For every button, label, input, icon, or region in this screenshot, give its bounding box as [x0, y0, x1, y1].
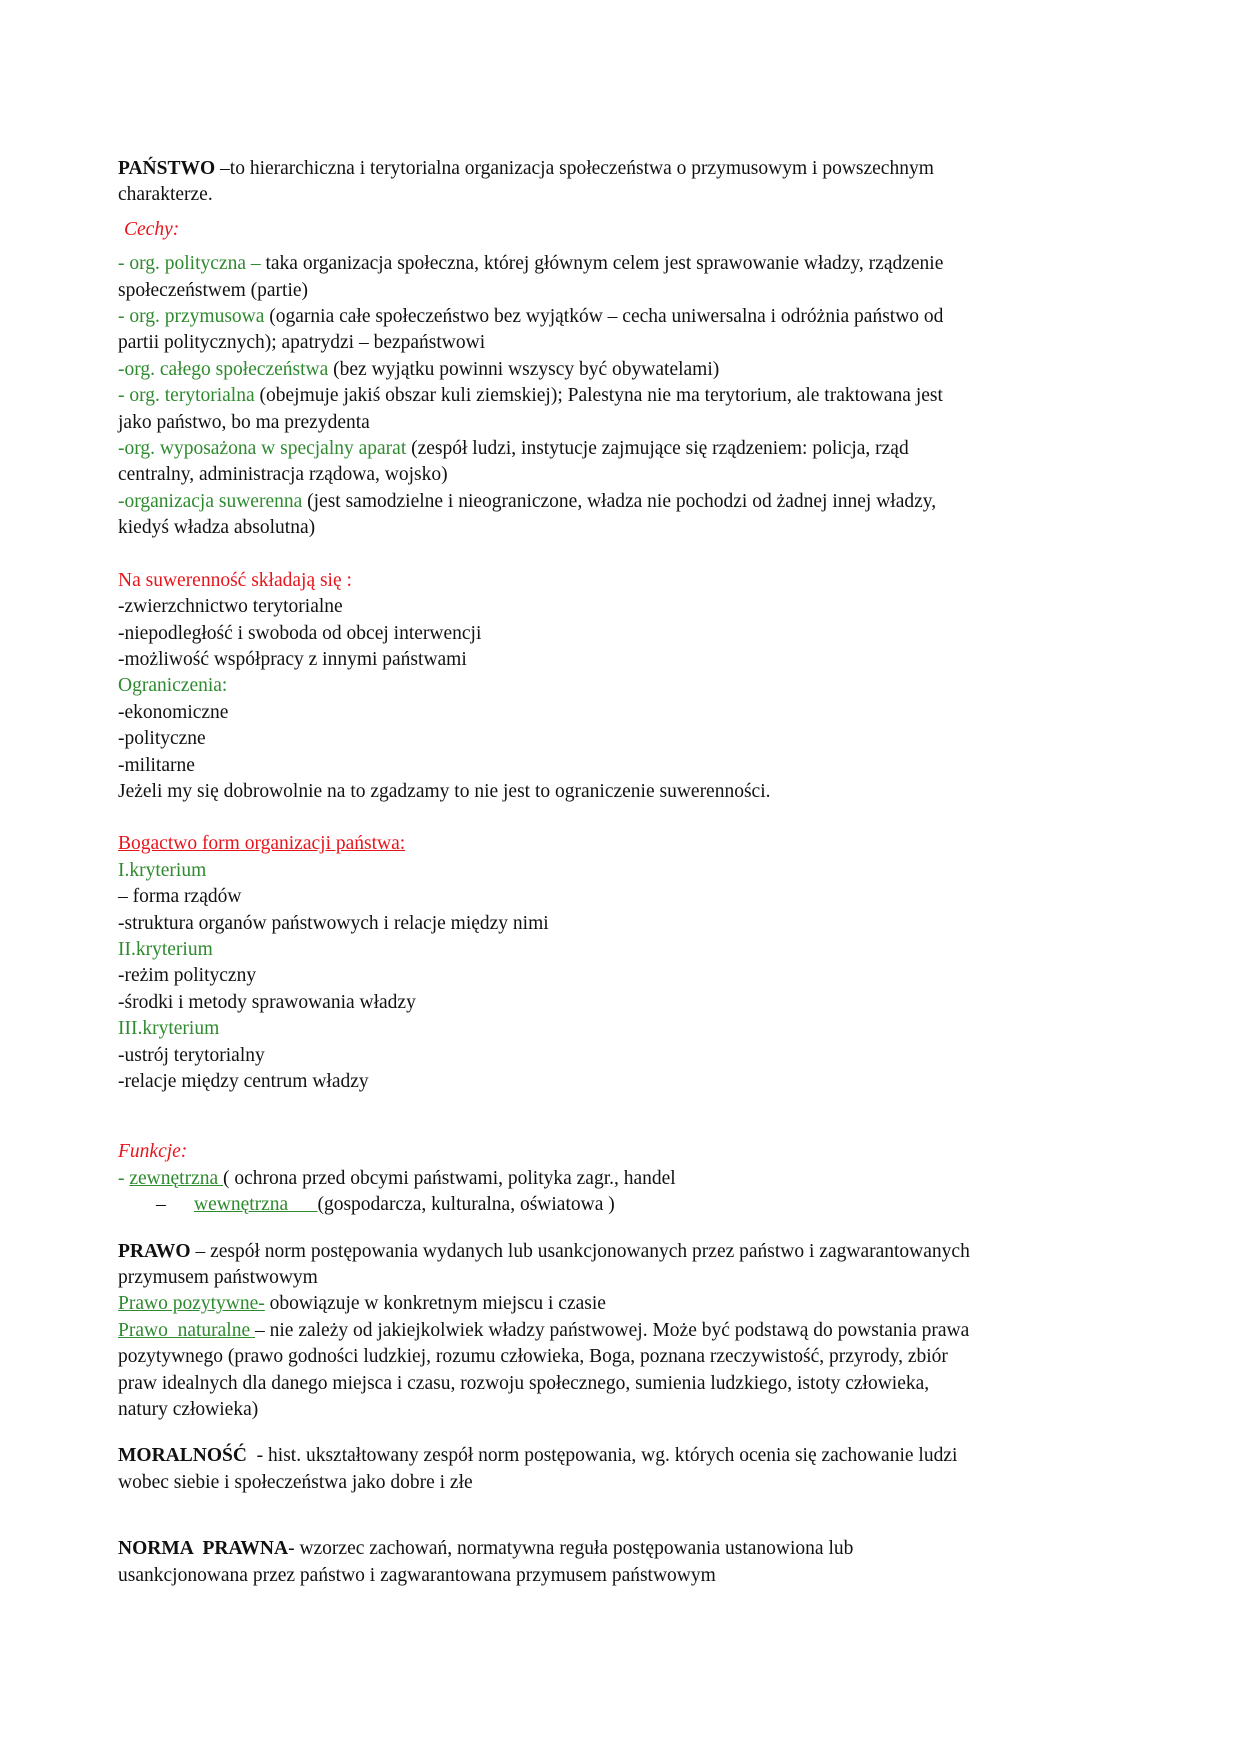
function-external: - zewnętrzna ( ochrona przed obcymi państwami, polityka zagr., handel [118, 1167, 676, 1189]
forms-heading: Bogactwo form organizacji państwa: [118, 833, 406, 855]
list-item: -środki i metody sprawowania władzy [118, 991, 416, 1013]
list-item: -zwierzchnictwo terytorialne [118, 596, 343, 618]
limits-heading: Ograniczenia: [118, 675, 228, 697]
document-page: PAŃSTWO –to hierarchiczna i terytorialna organizacja społeczeństwa o przymusowym i powszechnym charakterze. Cechy: - org. polityczna – taka organizacja społeczna, której głównym celem jest sprawowanie władzy, rządzenie społeczeństwem (partie) - org. przymusowa (ogarnia całe społeczeństwo bez wyjątków – cecha uniwersalna i odróżnia państwo od partii politycznych); apatrydzi – bezpaństwowi -org. całego społeczeństwa (bez wyjątku powinni wszyscy być obywatelami) - org. terytorialna (obejmuje jakiś obszar kuli ziemskiej); Palestyna nie ma terytorium, ale traktowana jest jako państwo, bo ma prezydenta -org. wyposażona w specjalny aparat (zespół ludzi, instytucje zajmujące się rządzeniem: policja, rząd centralny, administracja rządowa, wojsko) -organizacja suwerenna (jest samodzielne i nieograniczone, władza nie pochodzi od żadnej innej władzy, kiedyś władza absolutna) Na suwerenność składają się : -zwierzchnictwo terytorialne -niepodległość i swoboda od obcej interwencji -możliwość współpracy z innymi państwami Ograniczenia: -ekonomiczne -polityczne -militarne Jeżeli my się dobrowolnie na to zgadzamy to nie jest to ograniczenie suwerenności. Bogactwo form organizacji państwa: I.kryterium – forma rządów -struktura organów państwowych i relacje między nimi II.kryterium -reżim polityczny -środki i metody sprawowania władzy III.kryterium -ustrój terytorialny -relacje między centrum władzy Funkcje: - zewnętrzna ( ochrona przed obcymi państwami, polityka zagr., handel – wewnętrzna (gospodarcza, kulturalna, oświatowa ) PRAWO – zespół norm postępowania wydanych lub usankcjonowanych przez państwo i zagwarantowanych przymusem państwowym Prawo pozytywne- obowiązuje w konkretnym miejscu i czasie Prawo naturalne – nie zależy od jakiejkolwiek władzy państwowej. Może być podstawą do powstania prawa pozytywnego (prawo godności ludzkiej, rozumu człowieka, Boga, poznana rzeczywistość, przyrody, zbiór praw idealnych dla danego miejsca i czasu, rozwoju społecznego, sumienia ludzkiego, istoty człowieka, natury człowieka) MORALNOŚĆ - hist. ukształtowany zespół norm postępowania, wg. których ocenia się zachowanie ludzi wobec siebie i społeczeństwa jako dobre i złe NORMA PRAWNA- wzorzec zachowań, normatywna reguła postępowania ustanowiona lub usankcjonowana przez państwo i zagwarantowana przymusem państwowym [118, 156, 1128, 1589]
state-title: PAŃSTWO [118, 158, 216, 179]
feature-whole-society: -org. całego społeczeństwa (bez wyjątku powinni wszyscy być obywatelami) [118, 358, 720, 380]
list-item: -ustrój terytorialny [118, 1044, 265, 1066]
morality-definition-line-1: MORALNOŚĆ - hist. ukształtowany zespół norm postępowania, wg. których ocenia się zachowanie ludzi [118, 1445, 958, 1467]
feature-apparatus: -org. wyposażona w specjalny aparat (zespół ludzi, instytucje zajmujące się rządzeniem: policja, rząd [118, 438, 909, 460]
criterion-3: III.kryterium [118, 1018, 220, 1040]
list-item: -relacje między centrum władzy [118, 1071, 369, 1092]
state-definition-line-1: PAŃSTWO –to hierarchiczna i terytorialna organizacja społeczeństwa o przymusowym i powszechnym [118, 158, 934, 179]
internal-function-label: wewnętrzna [194, 1194, 318, 1216]
list-item: -niepodległość i swoboda od obcej interwencji [118, 622, 482, 644]
functions-heading: Funkcje: [118, 1141, 188, 1163]
legal-norm-title: NORMA PRAWNA [118, 1538, 289, 1560]
list-item: -militarne [118, 754, 195, 776]
state-definition-line-2: charakterze. [118, 184, 213, 206]
feature-sovereign: -organizacja suwerenna (jest samodzielne i nieograniczone, władza nie pochodzi od żadnej innej władzy, [118, 490, 937, 512]
list-item: -reżim polityczny [118, 965, 257, 987]
law-title: PRAWO [118, 1240, 191, 1262]
criterion-1: I.kryterium [118, 859, 207, 881]
list-item: -struktura organów państwowych i relacje między nimi [118, 912, 549, 934]
features-heading: Cechy: [124, 218, 180, 240]
morality-title: MORALNOŚĆ [118, 1445, 247, 1467]
positive-law: Prawo pozytywne- obowiązuje w konkretnym miejscu i czasie [118, 1293, 606, 1315]
list-item: – forma rządów [118, 886, 242, 908]
feature-compulsory: - org. przymusowa (ogarnia całe społeczeństwo bez wyjątków – cecha uniwersalna i odróżnia państwo od [118, 306, 944, 328]
list-item: -ekonomiczne [118, 701, 229, 723]
law-definition-line-1: PRAWO – zespół norm postępowania wydanych lub usankcjonowanych przez państwo i zagwarantowanych [118, 1240, 970, 1262]
positive-law-label: Prawo pozytywne- [118, 1293, 265, 1315]
external-function-label: zewnętrzna [129, 1167, 224, 1189]
feature-political: - org. polityczna – taka organizacja społeczna, której głównym celem jest sprawowanie władzy, rządzenie [118, 253, 944, 275]
criterion-2: II.kryterium [118, 938, 213, 960]
sovereignty-heading: Na suwerenność składają się : [118, 569, 352, 591]
natural-law-label: Prawo naturalne [118, 1319, 255, 1341]
sovereignty-note: Jeżeli my się dobrowolnie na to zgadzamy to nie jest to ograniczenie suwerenności. [118, 780, 771, 802]
list-item: -możliwość współpracy z innymi państwami [118, 648, 467, 670]
function-internal: – wewnętrzna (gospodarcza, kulturalna, oświatowa ) [156, 1194, 615, 1216]
list-item: -polityczne [118, 728, 206, 750]
legal-norm-definition-line-1: NORMA PRAWNA- wzorzec zachowań, normatywna reguła postępowania ustanowiona lub [118, 1538, 854, 1560]
natural-law: Prawo naturalne – nie zależy od jakiejkolwiek władzy państwowej. Może być podstawą do powstania prawa [118, 1319, 970, 1341]
feature-territorial: - org. terytorialna (obejmuje jakiś obszar kuli ziemskiej); Palestyna nie ma terytorium, ale traktowana jest [118, 385, 943, 407]
